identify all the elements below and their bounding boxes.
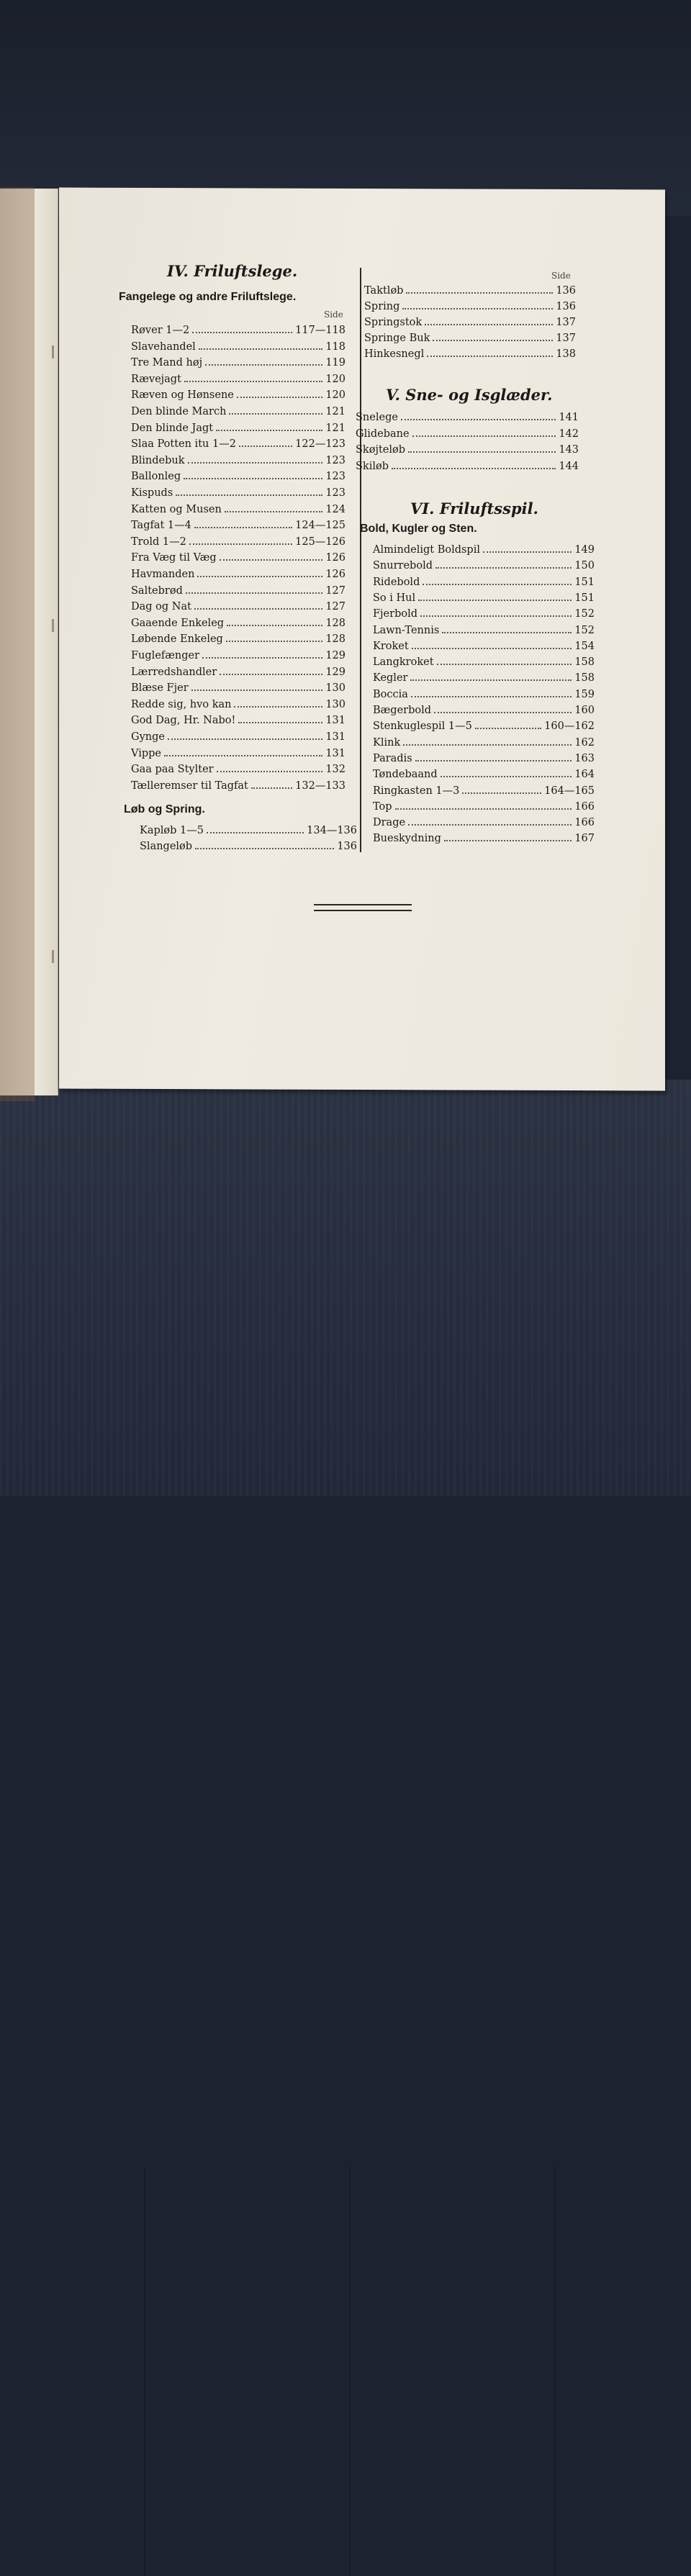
toc-entry-title: So i Hul (373, 592, 416, 604)
toc-entry-title: Bægerbold (373, 705, 432, 716)
dot-leader (411, 696, 572, 697)
toc-entry (364, 331, 576, 345)
toc-entry-title: Snelege (356, 412, 398, 423)
toc-entry-page: 158 (574, 672, 595, 684)
toc-entry (373, 784, 595, 798)
toc-entry-page: 123 (325, 487, 346, 499)
dot-leader (199, 348, 323, 350)
dot-leader (412, 648, 572, 649)
dot-leader (238, 722, 322, 723)
toc-entry-title: Skiløb (356, 460, 389, 472)
toc-entry-title: Taktløb (364, 285, 404, 297)
toc-entry-page: 160—162 (544, 720, 595, 733)
toc-entry (356, 459, 579, 474)
toc-entry (131, 437, 346, 451)
toc-entry-title: Spring (364, 301, 400, 312)
toc-entry (373, 736, 595, 750)
toc-entry-page: 132—133 (295, 779, 346, 792)
dot-leader (207, 832, 304, 833)
toc-entry-title: Kispuds (131, 487, 173, 499)
toc-entry-page: 130 (325, 682, 346, 695)
dot-leader (227, 625, 322, 626)
end-rule-bottom (314, 910, 412, 911)
toc-entry-title: Den blinde Jagt (131, 422, 214, 434)
toc-entry-title: Ballonleg (131, 471, 181, 483)
toc-entry-title: Skøjteløb (356, 444, 406, 456)
toc-entry (131, 372, 346, 387)
toc-entry (131, 779, 346, 793)
toc-entry-page: 160 (574, 705, 595, 716)
toc-entry-page: 123 (325, 471, 346, 483)
dot-leader (442, 632, 572, 633)
toc-entry (131, 469, 346, 484)
toc-entry (140, 839, 357, 854)
dot-leader (191, 690, 323, 691)
toc-entry (373, 815, 595, 830)
dot-leader (205, 364, 322, 366)
toc-entry (356, 443, 579, 457)
toc-entry-title: Tøndebaand (373, 769, 438, 781)
end-rule-top (314, 904, 412, 905)
toc-entry-page: 129 (325, 650, 346, 661)
toc-entry-title: Drage (373, 817, 406, 829)
toc-entry (373, 800, 595, 814)
dot-leader (197, 576, 322, 577)
toc-entry-page: 127 (325, 584, 346, 597)
dot-leader (188, 462, 323, 464)
toc-entry-page: 124—125 (295, 520, 346, 532)
toc-entry-page: 152 (574, 608, 595, 620)
toc-entry (356, 427, 579, 441)
toc-entry-title: Den blinde March (131, 406, 227, 417)
toc-entry (373, 591, 595, 605)
toc-entry-page: 134—136 (307, 825, 357, 836)
toc-entry-title: Almindeligt Boldspil (373, 544, 480, 556)
toc-entry-page: 131 (325, 747, 346, 759)
toc-entry (131, 616, 346, 631)
toc-entry (131, 388, 346, 402)
toc-entry-title: Tælleremser til Tagfat (131, 779, 248, 792)
toc-entry-page: 121 (325, 422, 346, 434)
toc-entry-page: 119 (325, 357, 346, 369)
toc-entry-title: Stenkuglespil 1—5 (373, 720, 472, 733)
toc-entry (373, 751, 595, 766)
toc-entry-page: 118 (325, 340, 346, 353)
toc-entry (131, 665, 346, 679)
toc-entry-title: Glidebane (356, 428, 410, 440)
fabric-seam (554, 2166, 556, 2576)
toc-entry-title: Ræven og Hønsene (131, 389, 234, 402)
toc-entry-page: 143 (559, 444, 579, 456)
toc-entry-title: Fra Væg til Væg (131, 552, 217, 564)
dot-leader (415, 760, 572, 761)
toc-entry (373, 831, 595, 846)
dot-leader (176, 494, 322, 496)
toc-entry-page: 138 (556, 348, 576, 360)
toc-entry (373, 607, 595, 621)
dot-leader (408, 451, 556, 453)
toc-entry-page: 136 (337, 841, 357, 852)
toc-entry-page: 122—123 (295, 438, 346, 451)
toc-entry (373, 655, 595, 669)
section-heading-v: V. Sne- og Isglæder. (386, 386, 553, 404)
toc-entry-page: 129 (325, 666, 346, 678)
dot-leader (189, 543, 292, 545)
dot-leader (194, 527, 292, 528)
subheading-fangelege: Fangelege og andre Friluftslege. (119, 291, 297, 303)
toc-entry-page: 128 (325, 617, 346, 629)
toc-entry (373, 687, 595, 702)
toc-entry (131, 535, 346, 549)
toc-entry-title: Paradis (373, 752, 412, 764)
toc-entry-page: 131 (325, 715, 346, 727)
dot-leader (395, 808, 572, 810)
section-heading-iv: IV. Friluftslege. (167, 262, 298, 280)
dot-leader (220, 559, 323, 561)
dot-leader (225, 511, 322, 512)
toc-entry-page: 117—118 (295, 325, 346, 336)
toc-entry-page: 137 (556, 333, 576, 344)
dot-leader (444, 840, 572, 841)
dot-leader (403, 744, 572, 746)
toc-entry-title: Gaaende Enkeleg (131, 617, 225, 629)
toc-entry-title: Langkroket (373, 656, 434, 669)
dot-leader (226, 641, 322, 642)
toc-entry (140, 823, 357, 838)
toc-entry-title: Fjerbold (373, 608, 418, 620)
toc-entry-page: 149 (574, 544, 595, 556)
toc-entry-title: Ridebold (373, 576, 420, 588)
toc-entry (373, 559, 595, 573)
dot-leader (217, 771, 323, 772)
dot-leader (441, 776, 572, 777)
toc-entry (131, 567, 346, 582)
toc-entry (373, 671, 595, 685)
column-divider (360, 268, 361, 852)
dot-leader (412, 435, 556, 437)
toc-entry (373, 639, 595, 654)
toc-entry-title: Blæse Fjer (131, 682, 189, 695)
toc-entry (373, 719, 595, 733)
dot-leader (433, 340, 553, 341)
toc-entry (131, 730, 346, 744)
fabric-seam (144, 2166, 145, 2576)
dot-leader (195, 848, 334, 849)
dot-leader (401, 419, 556, 420)
dot-leader (410, 679, 572, 681)
toc-entry (364, 284, 576, 298)
dot-leader (423, 584, 572, 585)
dot-leader (239, 446, 292, 447)
toc-entry-page: 136 (556, 301, 576, 312)
toc-entry-title: Fuglefænger (131, 650, 200, 661)
toc-entry-title: Slangeløb (140, 841, 193, 852)
toc-entry-page: 167 (574, 833, 595, 845)
toc-entry (373, 767, 595, 782)
toc-entry (131, 323, 346, 338)
toc-entry (373, 623, 595, 638)
toc-entry-title: Slaa Potten itu 1—2 (131, 438, 236, 451)
toc-entry-title: Redde sig, hvo kan (131, 698, 232, 710)
toc-entry (131, 453, 346, 468)
toc-entry (131, 681, 346, 695)
toc-entry-title: Tagfat 1—4 (131, 520, 191, 532)
toc-entry-page: 125—126 (295, 535, 346, 548)
toc-entry-title: Løbende Enkeleg (131, 633, 223, 646)
toc-entry-page: 162 (574, 736, 595, 749)
toc-entry-title: Dag og Nat (131, 601, 191, 613)
toc-entry-title: Vippe (131, 747, 161, 759)
toc-entry-page: 132 (325, 764, 346, 776)
toc-entry-page: 136 (556, 285, 576, 297)
toc-entry (131, 518, 346, 533)
toc-entry (373, 703, 595, 718)
toc-entry (131, 340, 346, 354)
toc-entry-page: 126 (325, 569, 346, 580)
toc-entry-title: Kegler (373, 672, 408, 684)
dot-leader (408, 824, 572, 826)
toc-entry-title: Boccia (373, 688, 408, 700)
dot-leader (462, 792, 541, 794)
toc-entry (131, 632, 346, 646)
toc-entry-title: Lawn-Tennis (373, 624, 440, 636)
toc-entry-page: 141 (559, 412, 579, 423)
dot-leader (168, 738, 322, 740)
dot-leader (216, 430, 322, 431)
toc-entry (131, 421, 346, 435)
dot-leader (406, 292, 553, 294)
toc-entry-page: 126 (325, 552, 346, 564)
toc-entry-page: 150 (574, 560, 595, 572)
toc-entry-title: Katten og Musen (131, 503, 222, 515)
toc-entry-title: Gaa paa Stylter (131, 764, 214, 776)
toc-entry (131, 762, 346, 777)
toc-entry (131, 600, 346, 614)
toc-entry-title: Gynge (131, 731, 165, 743)
dot-leader (418, 600, 572, 601)
toc-entry-page: 128 (325, 633, 346, 646)
toc-entry-title: Kroket (373, 640, 409, 652)
toc-entry-title: God Dag, Hr. Nabo! (131, 715, 236, 727)
toc-entry (364, 299, 576, 314)
dot-leader (164, 755, 322, 756)
toc-entry-page: 159 (574, 688, 595, 700)
dot-leader (392, 468, 556, 469)
toc-entry-title: Hinkesnegl (364, 348, 425, 360)
toc-entry-page: 151 (574, 576, 595, 588)
toc-entry-title: Klink (373, 736, 401, 749)
toc-entry-page: 120 (325, 389, 346, 402)
toc-entry (131, 502, 346, 517)
dot-leader (435, 567, 572, 569)
toc-entry (131, 648, 346, 663)
toc-entry-title: Springstok (364, 317, 423, 328)
side-label-left: Side (324, 309, 343, 320)
toc-entry-title: Kapløb 1—5 (140, 825, 204, 836)
toc-entry-title: Saltebrød (131, 584, 183, 597)
toc-entry-page: 131 (325, 731, 346, 743)
dot-leader (186, 592, 322, 594)
toc-entry (131, 486, 346, 500)
toc-entry-title: Røver 1—2 (131, 325, 190, 336)
toc-entry-title: Slavehandel (131, 340, 196, 353)
dot-leader (420, 615, 572, 617)
dot-leader (184, 478, 322, 479)
toc-entry-page: 154 (574, 640, 595, 652)
toc-entry-title: Havmanden (131, 569, 195, 580)
toc-entry-page: 120 (325, 373, 346, 385)
toc-entry-title: Springe Buk (364, 333, 430, 344)
toc-entry-page: 164—165 (544, 785, 595, 797)
toc-entry-title: Trold 1—2 (131, 535, 186, 548)
toc-entry (131, 746, 346, 761)
toc-entry-page: 166 (574, 800, 595, 813)
toc-entry-page: 124 (325, 503, 346, 515)
toc-entry (373, 543, 595, 557)
dot-leader (251, 787, 292, 789)
toc-entry-page: 164 (574, 769, 595, 781)
dot-leader (192, 332, 292, 333)
subheading-bold-kugler: Bold, Kugler og Sten. (360, 523, 477, 535)
toc-entry-page: 142 (559, 428, 579, 440)
dot-leader (194, 608, 322, 610)
section-heading-vi: VI. Friluftsspil. (410, 500, 538, 518)
toc-entry-title: Tre Mand høj (131, 357, 203, 369)
toc-entry-title: Snurrebold (373, 560, 433, 572)
toc-entry (131, 356, 346, 370)
dot-leader (475, 728, 541, 729)
toc-entry-page: 121 (325, 406, 346, 417)
toc-entry-page: 158 (574, 656, 595, 669)
toc-entry-title: Lærredshandler (131, 666, 217, 678)
toc-entry (364, 315, 576, 330)
dot-leader (427, 356, 553, 357)
dot-leader (237, 397, 322, 398)
toc-entry-page: 152 (574, 624, 595, 636)
toc-entry-page: 144 (559, 460, 579, 472)
toc-entry (373, 575, 595, 589)
toc-entry-page: 151 (574, 592, 595, 604)
dot-leader (402, 308, 553, 309)
toc-entry-page: 130 (325, 698, 346, 710)
toc-entry-page: 166 (574, 817, 595, 829)
toc-entry (131, 713, 346, 728)
toc-entry (364, 347, 576, 361)
dot-leader (483, 551, 572, 553)
dot-leader (437, 664, 572, 665)
fabric-seam (349, 2166, 351, 2576)
toc-entry (356, 410, 579, 425)
toc-entry-title: Bueskydning (373, 833, 441, 845)
toc-entry-page: 137 (556, 317, 576, 328)
toc-entry (131, 405, 346, 419)
side-label-right: Side (551, 271, 571, 281)
dot-leader (229, 413, 322, 415)
toc-entry (131, 584, 346, 598)
toc-entry (131, 697, 346, 712)
dot-leader (434, 712, 572, 713)
toc-entry-title: Ringkasten 1—3 (373, 785, 460, 797)
dot-leader (234, 706, 322, 708)
subheading-lob-og-spring: Løb og Spring. (124, 803, 205, 815)
toc-entry-page: 123 (325, 454, 346, 466)
dot-leader (202, 657, 322, 659)
toc-entry (131, 551, 346, 565)
dot-leader (184, 381, 322, 382)
dot-leader (220, 674, 322, 675)
toc-entry-title: Top (373, 800, 392, 813)
dot-leader (425, 324, 553, 325)
toc-entry-title: Rævejagt (131, 373, 181, 385)
toc-entry-title: Blindebuk (131, 454, 185, 466)
toc-entry-page: 127 (325, 601, 346, 613)
toc-entry-page: 163 (574, 752, 595, 764)
